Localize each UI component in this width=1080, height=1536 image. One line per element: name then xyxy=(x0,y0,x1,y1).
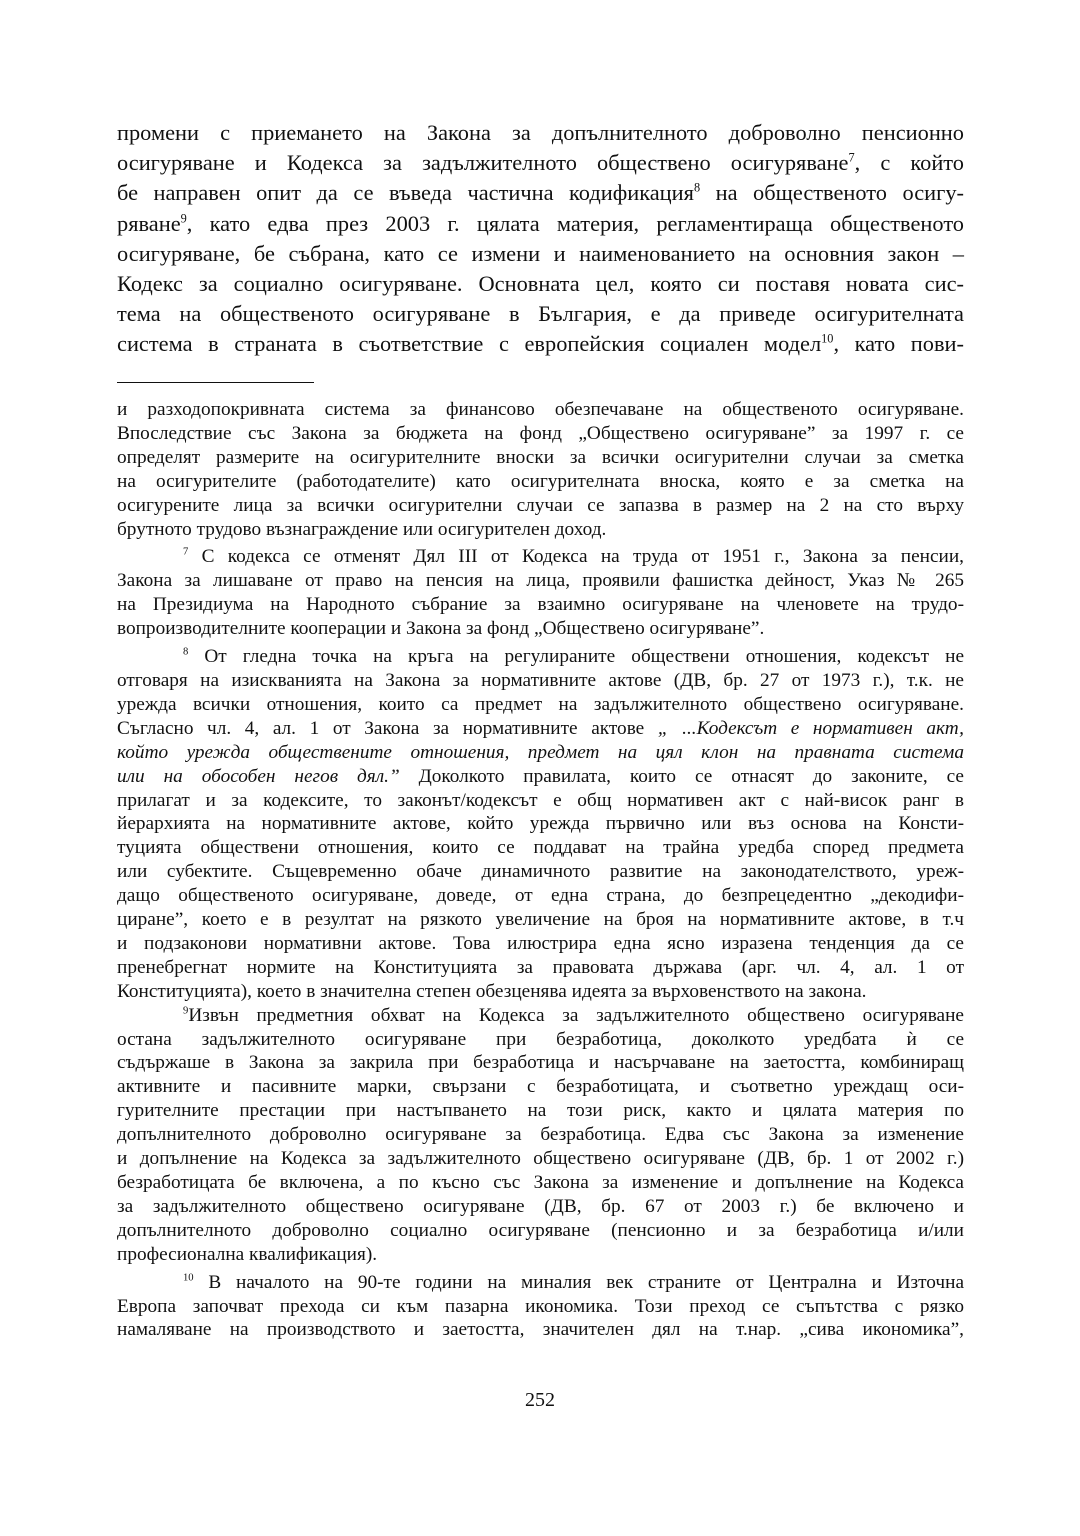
quote: който урежда обществените отношения, предмет на цял клон на правната система xyxy=(117,741,964,763)
footnote-ref-9[interactable]: 9 xyxy=(180,211,187,226)
footnote-9: $^9$Извън предметния обхват на Кодекса за задължителното обществено осигуряване остана задължителното осигуряване при безработица, доколкото уредбата ѝ се съдържаше в Закона за закрила при безработица и насърчаване на заетостта, комбиниращ активните и пасивните марки, свързани с безработицата, и съответно уреждащ оси- гурителните престации при настъпването на този риск, както и цялата материя по допълнителното доброволно осигуряване за безработица. Едва със Закона за изменение и допълнение на Кодекса за задължителното обществено осигуряване (ДВ, бр. 1 от 2002 г.) безработицата бе включена, а по късно със Закона за изменение и допълнение на Кодекса за задължителното обществено осигуряване (ДВ, бр. 67 от 2003 г.) бе включено и допълнителното доброволно социално осигуряване (пенсионно и за безработица и/или професионална квалификация). xyxy=(117,1004,964,1265)
quote: или на обособен негов дял.” xyxy=(117,765,400,787)
text-line: ряване$^9$, като едва през 2003 г. цялата материя, регламентираща общественото xyxy=(117,210,964,236)
footnote-7: $^7$ С кодекса се отменят Дял III от Кодекса на труда от 1951 г., Закона за пенсии, Закона за лишаване от право на пенсия на лица, проявили фашистка дейност, Указ № 265 на Президиума на Народното събрание за взаимно осигуряване на членовете на трудо- вопроизводителните кооперации и Закона за фонд „Обществено осигуряване”. xyxy=(117,546,964,640)
footnote-8: $^8$ От гледна точка на кръга на регулираните обществени отношения, кодексът не отговаря на изискванията на Закона за нормативните актове (ДВ, бр. 27 от 1973 г.), т.к. не урежда всички отношения, които са предмет на задължителното обществено осигуряване. Съгласно чл. 4, ал. 1 от Закона за нормативните актове „ ...Кодексът е нормативен акт, който урежда обществените отношения, предмет на цял клон на правната система или на обособен негов дял.” Доколкото правилата, които се отнасят до законите, се прилагат и за кодексите, то законът/кодексът е общ нормативен акт с най-висок ранг в йерархията на нормативните актове, който урежда първично или въз основа на Консти- туцията обществени отношения, които се поддават на трайна уредба според предмета или субектите. Същевременно обаче динамичното развитие на законодателството, уреж- дащо общественото осигуряване, доведе, от една страна, до безпрецедентно „декодифи- циране”, което е в резултат на рязкото увеличение на броя на нормативните актове, в т.ч и подзаконови нормативни актове. Това илюстрира една ясно изразена тенденция да се пренебрегнат нормите на Конституцията за правовата държава (арг. чл. 4, ал. 1 от Конституцията), което в значителна степен обезценява идеята за върховенството на закона. xyxy=(117,646,964,1002)
footnote-number: 9 xyxy=(183,1005,189,1017)
footnote-number: 10 xyxy=(183,1272,194,1284)
main-text xyxy=(117,118,964,360)
footnote-number: 7 xyxy=(183,547,189,559)
footnote-ref-7[interactable]: 7 xyxy=(848,150,855,165)
footnotes xyxy=(117,398,964,1342)
text-line: система в страната в съответствие с европейския социален модел$^{10}$, като пови- xyxy=(117,331,964,357)
main-paragraph xyxy=(117,118,964,360)
text-line: осигуряване, бе събрана, като се измени и наименованието на основния закон – xyxy=(117,240,964,266)
footnote-ref-10[interactable]: 10 xyxy=(821,331,834,346)
footnote-number: 8 xyxy=(183,646,189,658)
text-line: промени с приемането на Закона за допълнителното доброволно пенсионно xyxy=(117,120,964,145)
text-line: осигуряване и Кодекса за задължителното обществено осигуряване$^7$, с който xyxy=(117,150,964,176)
text-line: бе направен опит да се въведа частична кодификация$^8$ на общественото осигу- xyxy=(117,180,964,206)
text-line: тема на общественото осигуряване в България, е да приведе осигурителната xyxy=(117,301,964,327)
footnote-separator xyxy=(117,382,314,383)
text-line: Кодекс за социално осигуряване. Основната цел, която си поставя новата сис- xyxy=(117,271,964,297)
footnote-10: $^{10}$ В началото на 90-те години на миналия век страните от Централна и Източна Европа започват прехода си към пазарна икономика. Този преход се съпътства с рязко намаляване на производството и заетостта, значителен дял на т.нар. „сива икономика”, xyxy=(117,1271,964,1341)
page-number: 252 xyxy=(525,1389,555,1411)
footnote-continuation: и разходопокривната система за финансово обезпечаване на общественото осигуряване. Впоследствие със Закона за бюджета на фонд „Обществено осигуряване” за 1997 г. се определят размерите на осигурителните вноски за всички осигурителни случаи за сметка на осигурителите (работодателите) като осигурителната вноска, която е за сметка на осигурените лица за всички осигурителни случаи се запазва в размер на 2 на сто върху брутното трудово възнаграждение или осигурителен доход. xyxy=(117,399,964,540)
quote: „ ...Кодексът е нормативен акт, xyxy=(657,717,964,739)
footnote-ref-8[interactable]: 8 xyxy=(693,180,701,195)
